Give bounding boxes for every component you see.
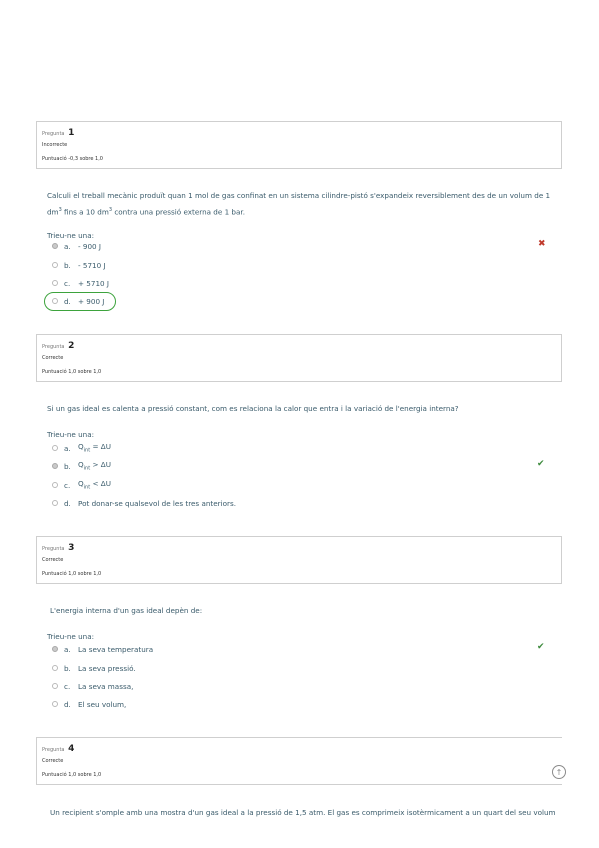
q1-option-b[interactable] [52,259,106,271]
subscript: int [83,484,91,491]
question-text-line [47,203,552,219]
option-text [78,460,111,471]
question-label [42,341,74,351]
option-text: Pot donar-se qualsevol de les tres anteriors. [78,498,236,508]
radio-button[interactable] [52,482,58,488]
text-part: > ΔU [90,460,111,470]
radio-button[interactable] [52,683,58,689]
q2-option-b[interactable] [52,460,111,472]
question-number: 4 [68,744,75,754]
handwritten-circle [44,292,116,311]
option-text: - 900 J [78,241,102,251]
option-letter: c. [64,480,71,490]
question-1-text [47,189,552,219]
option-letter: a. [64,241,71,251]
back-to-top-icon[interactable]: ↑ [552,765,566,779]
text-part: dm [47,207,59,217]
option-letter: a. [64,644,71,654]
question-state: Correcte [42,557,64,563]
radio-button[interactable] [52,646,58,652]
superscript: 3 [108,207,113,213]
q3-option-a[interactable] [52,643,153,655]
option-text [78,479,111,490]
question-label-text: Pregunta [42,546,65,552]
question-label-text: Pregunta [42,747,65,753]
q3-option-c[interactable] [52,680,133,692]
question-2-prompt: Trieu-ne una: [47,430,95,439]
question-text-line: Calculi el treball mecànic produït quan 1 mol de gas confinat en un sistema cilindre-pistó s'expandeix reversiblement des de un volum de 1 [47,191,551,200]
q3-option-d[interactable] [52,698,126,710]
radio-button[interactable] [52,665,58,671]
q1-option-a[interactable] [52,240,101,252]
question-label [42,543,74,553]
question-4-text: Un recipient s'omple amb una mostra d'un gas ideal a la pressió de 1,5 atm. El gas es comprimeix isotèrmicament a un quart del seu volum [50,808,556,817]
question-label [42,744,74,754]
question-label-text: Pregunta [42,131,65,137]
question-state: Correcte [42,758,64,764]
question-1-info [36,121,562,169]
radio-button[interactable] [52,701,58,707]
incorrect-icon: ✖ [538,239,546,249]
question-state: Incorrecte [42,142,68,148]
q2-option-c[interactable] [52,479,111,491]
superscript: 3 [58,207,62,213]
option-letter: b. [64,260,71,270]
option-text [78,442,111,453]
option-letter: c. [64,278,71,288]
option-text: + 5710 J [78,278,110,288]
text-part: Q [78,442,84,452]
option-text: La seva pressió. [78,663,136,673]
option-text: La seva temperatura [78,644,154,654]
question-number: 2 [68,341,75,351]
correct-icon: ✔ [537,459,545,469]
q1-option-c[interactable] [52,277,109,289]
text-part: Q [78,479,84,489]
question-state: Correcte [42,355,64,361]
radio-button[interactable] [52,445,58,451]
question-number: 3 [68,543,75,553]
option-letter: d. [64,699,71,709]
question-2-info [36,334,562,382]
correct-icon: ✔ [537,642,545,652]
question-grade: Puntuació 1,0 sobre 1,0 [42,369,102,375]
question-3-text: L'energia interna d'un gas ideal depèn de: [50,606,203,615]
text-part: fins a 10 dm [61,207,109,217]
question-3-prompt: Trieu-ne una: [47,632,95,641]
question-1-prompt: Trieu-ne una: [47,231,95,240]
question-grade: Puntuació 1,0 sobre 1,0 [42,772,102,778]
question-grade: Puntuació 1,0 sobre 1,0 [42,571,102,577]
radio-button[interactable] [52,500,58,506]
radio-button[interactable] [52,243,58,249]
question-2-text: Si un gas ideal es calenta a pressió constant, com es relaciona la calor que entra i la variació de l'energia interna? [47,404,459,413]
option-text: La seva massa, [78,681,134,691]
q3-option-b[interactable] [52,662,136,674]
text-part: = ΔU [90,442,111,452]
question-4-info [36,737,562,785]
radio-button[interactable] [52,463,58,469]
question-3-info [36,536,562,584]
option-letter: d. [64,296,71,306]
option-text: El seu volum, [78,699,127,709]
q2-option-a[interactable] [52,442,111,454]
option-letter: b. [64,461,71,471]
text-part: contra una pressió externa de 1 bar. [112,207,245,217]
text-part: < ΔU [90,479,111,489]
radio-button[interactable] [52,280,58,286]
option-text: + 900 J [78,296,105,306]
question-label-text: Pregunta [42,344,65,350]
text-part: Q [78,460,84,470]
option-letter: a. [64,443,71,453]
question-number: 1 [68,128,75,138]
option-letter: b. [64,663,71,673]
option-text: - 5710 J [78,260,106,270]
option-letter: c. [64,681,71,691]
q2-option-d[interactable] [52,497,236,509]
subscript: int [83,447,91,454]
subscript: int [83,465,91,472]
question-grade: Puntuació -0,3 sobre 1,0 [42,156,103,162]
option-letter: d. [64,498,71,508]
question-label [42,128,74,138]
radio-button[interactable] [52,262,58,268]
